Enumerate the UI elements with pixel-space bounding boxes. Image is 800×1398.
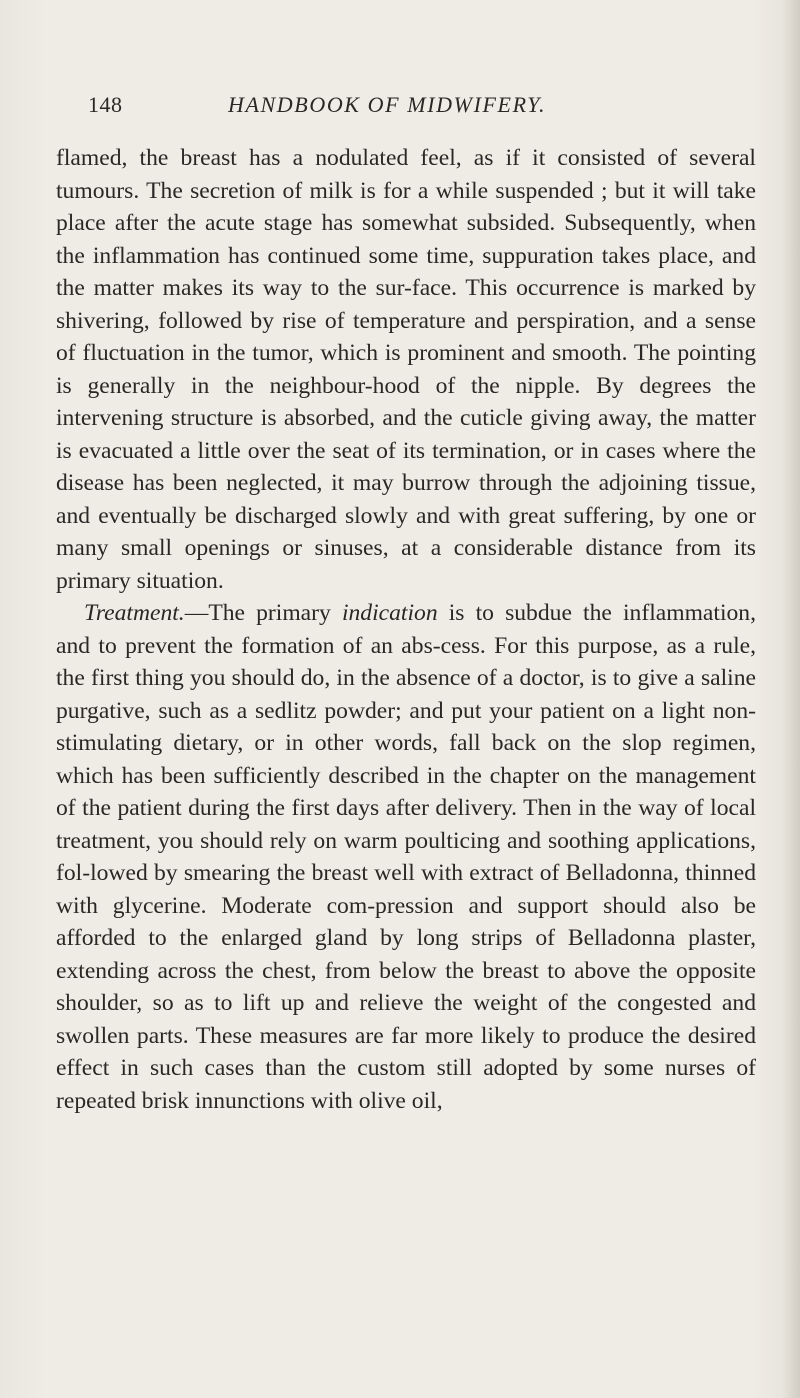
page-header — [88, 92, 748, 126]
page-edge-shadow — [782, 0, 800, 1398]
paragraph-continuation — [56, 142, 756, 597]
treatment-emphasis: indication — [341, 600, 438, 626]
paragraph-1-part-b: face. This occurrence is marked by shivering, followed by rise of temperature and perspiration, and a sense of fluctuation in the tumor, which is prominent and smooth. The pointing is generally in the neighbour- — [56, 275, 756, 399]
body-text — [56, 142, 756, 1117]
page-number: 148 — [88, 92, 123, 117]
treatment-text-4: pression and support should also be afforded to the enlarged gland by long strips of Belladonna plaster, extending across the chest, from below the breast to above the opposite shoulder, so as to lift up and relieve the weight of the congested and swollen parts. These measures are far more likely to produce the desired effect in such cases than the custom still adopted by some nurses of repeated brisk innunctions with olive oil, — [56, 892, 756, 1114]
treatment-text-1: is to subdue the inflammation, and to prevent the formation of an abs- — [56, 600, 757, 659]
treatment-text-2: cess. For this purpose, as a rule, the first thing you should do, in the absence of a doctor, is to give a saline purgative, such as a sedlitz powder; and put your patient on a light non-stimulating dietary, or in other words, fall back on the slop regimen, which has been sufficiently described in the chapter on the management of the patient during the first days after delivery. Then in the way of local treatment, you should rely on warm poulticing and soothing applications, fol- — [56, 632, 756, 886]
paragraph-1-part-c: hood of the nipple. By degrees the intervening structure is absorbed, and the cuticle giving away, the matter is evacuated a little over the seat of its termination, or in cases where the disease has been neglected, it may burrow through the adjoining tissue, and eventually be discharged slowly and with great suffering, by one or many small openings or sinuses, at a considerable distance from its primary situation. — [56, 372, 756, 594]
treatment-heading: Treatment. — [84, 600, 185, 626]
treatment-dash: —The primary — [184, 600, 342, 626]
paragraph-1-part-a: flamed, the breast has a nodulated feel, as if it consisted of several tumours. The secretion of milk is for a while suspended ; but it will take place after the acute stage has somewhat subsided. Subsequently, when the inflammation has continued some time, suppuration takes place, and the matter makes its way to the sur- — [56, 145, 756, 301]
treatment-text-3: lowed by smearing the breast well with extract of Belladonna, thinned with glycerine. Moderate com- — [56, 860, 756, 919]
paragraph-treatment — [56, 597, 756, 1117]
running-title: HANDBOOK OF MIDWIFERY. — [228, 92, 547, 117]
